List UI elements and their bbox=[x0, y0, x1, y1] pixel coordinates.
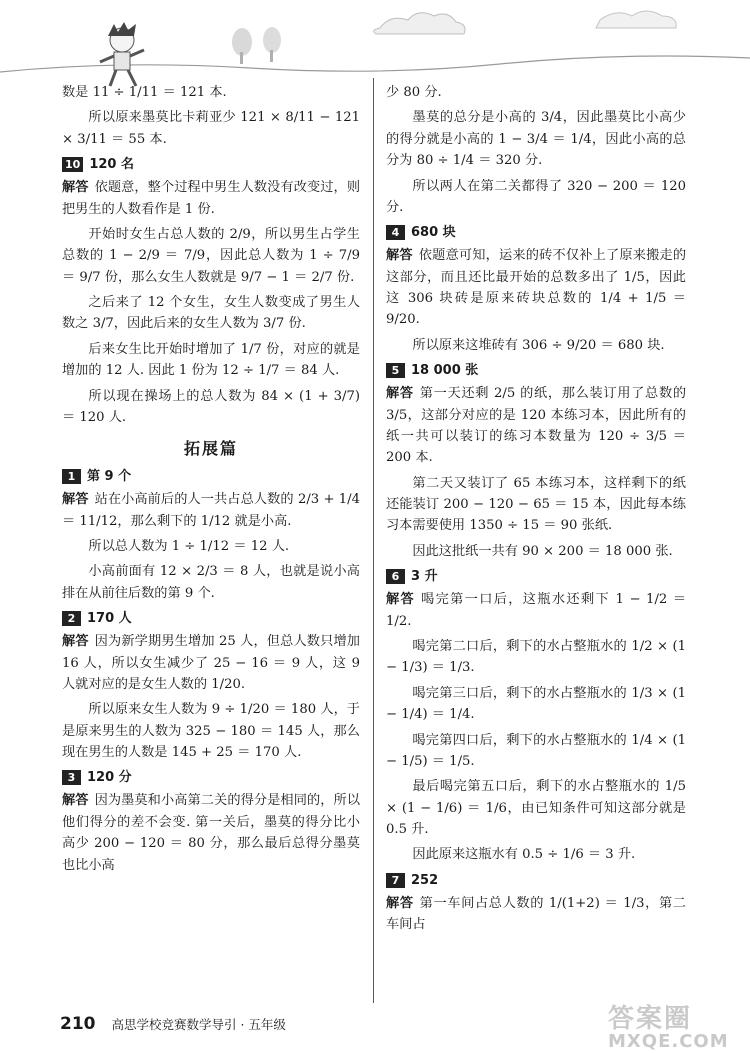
solution-paragraph: 所以总人数为 1 ÷ 1/12 ＝ 12 人. bbox=[88, 539, 290, 554]
solution-paragraph: 喝完第四口后，剩下的水占整瓶水的 1/4 × (1 − 1/5) ＝ 1/5. bbox=[386, 732, 686, 769]
problem-header bbox=[386, 566, 686, 587]
problem-header bbox=[62, 767, 360, 788]
solution-paragraph: 所以原来这堆砖有 306 ÷ 9/20 ＝ 680 块. bbox=[412, 337, 665, 353]
problem-answer: 120 名 bbox=[89, 157, 134, 173]
solution-paragraph: 解答 站在小高前后的人一共占总人数的 2/3 + 1/4 ＝ 11/12，那么剩下的 1/12 就是小高. bbox=[62, 492, 361, 529]
page-footer bbox=[60, 1014, 286, 1034]
solution-paragraph: 解答 因为新学期男生增加 25 人，但总人数只增加 16 人，所以女生减少了 25 − 16 ＝ 9 人，这 9 人就对应的是女生人数的 1/20. bbox=[62, 634, 360, 692]
problem-header bbox=[386, 222, 686, 243]
continued-text: 所以原来墨莫比卡莉亚少 121 × 8/11 − 121 × 3/11 ＝ 55 本. bbox=[62, 110, 360, 147]
solution-paragraph: 解答 依题意可知，运来的砖不仅补上了原来搬走的这部分，而且还比最开始的总数多出了 1/5，因此这 306 块砖是原来砖块总数的 1/4 + 1/5 ＝ 9/20. bbox=[386, 248, 687, 328]
column-divider bbox=[373, 78, 374, 1003]
problem-number: 7 bbox=[386, 873, 405, 888]
problem-answer: 252 bbox=[411, 872, 439, 888]
problem-header bbox=[386, 360, 686, 381]
header-illustration bbox=[0, 0, 750, 95]
problem-number: 1 bbox=[62, 469, 81, 484]
left-column bbox=[62, 82, 360, 880]
solution-paragraph: 解答 依题意，整个过程中男生人数没有改变过，则把男生的人数看作是 1 份. bbox=[62, 180, 361, 217]
solution-label: 解答 bbox=[62, 793, 89, 809]
solution-paragraph: 解答 喝完第一口后，这瓶水还剩下 1 − 1/2 ＝ 1/2. bbox=[386, 592, 687, 629]
solution-paragraph: 喝完第二口后，剩下的水占整瓶水的 1/2 × (1 − 1/3) ＝ 1/3. bbox=[386, 639, 686, 676]
solution-paragraph: 后来女生比开始时增加了 1/7 份，对应的就是增加的 12 人. 因此 1 份为 12 ÷ 1/7 ＝ 84 人. bbox=[62, 341, 360, 379]
problem-answer: 120 分 bbox=[87, 770, 132, 786]
problem-header bbox=[62, 466, 360, 487]
section-heading: 拓展篇 bbox=[183, 439, 238, 459]
problem-number: 10 bbox=[62, 157, 83, 172]
solution-paragraph: 开始时女生占总人数的 2/9，所以男生占学生总数的 1 − 2/9 ＝ 7/9，因此总人数为 1 ÷ 7/9 ＝ 9/7 份，那么女生人数就是 9/7 − 1 ＝ 2/7 份. bbox=[62, 226, 360, 285]
problem-answer: 3 升 bbox=[411, 569, 438, 585]
solution-paragraph: 解答 因为墨莫和小高第二关的得分是相同的，所以他们得分的差不会变. 第一关后，墨莫的得分比小高少 200 − 120 ＝ 80 分，那么最后总得分墨莫也比小高 bbox=[62, 793, 361, 873]
solution-label: 解答 bbox=[386, 592, 416, 608]
problem-header bbox=[386, 870, 686, 891]
solution-paragraph: 所以现在操场上的总人数为 84 × (1 + 3/7) ＝ 120 人. bbox=[62, 388, 360, 425]
page-number: 210 bbox=[60, 1014, 96, 1034]
continued-text: 数是 11 ÷ 1/11 ＝ 121 本. bbox=[62, 85, 227, 100]
solution-label: 解答 bbox=[386, 248, 413, 264]
problem-header bbox=[62, 154, 360, 175]
continued-text: 少 80 分. bbox=[386, 85, 442, 100]
solution-paragraph: 最后喝完第五口后，剩下的水占整瓶水的 1/5 × (1 − 1/6) ＝ 1/6，由已知条件可知这部分就是 0.5 升. bbox=[386, 779, 686, 838]
solution-label: 解答 bbox=[62, 180, 89, 196]
solution-paragraph: 喝完第三口后，剩下的水占整瓶水的 1/3 × (1 − 1/4) ＝ 1/4. bbox=[386, 685, 686, 723]
solution-label: 解答 bbox=[386, 386, 414, 402]
book-title: 高思学校竞赛数学导引 · 五年级 bbox=[111, 1017, 286, 1032]
right-column bbox=[386, 82, 686, 940]
problem-number: 2 bbox=[62, 611, 81, 626]
solution-paragraph: 因此这批纸一共有 90 × 200 ＝ 18 000 张. bbox=[412, 543, 673, 559]
solution-paragraph: 所以原来女生人数为 9 ÷ 1/20 ＝ 180 人，于是原来男生的人数为 325 − 180 ＝ 145 人，那么现在男生的人数是 145 + 25 ＝ 170 人. bbox=[62, 702, 360, 761]
problem-answer: 18 000 张 bbox=[411, 363, 479, 379]
solution-label: 解答 bbox=[386, 895, 414, 911]
problem-number: 4 bbox=[386, 225, 405, 240]
boy-character-icon bbox=[100, 22, 144, 86]
continued-text: 墨莫的总分是小高的 3/4，因此墨莫比小高少的得分就是小高的 1 − 3/4 ＝ 1/4，因此小高的总分为 80 ÷ 1/4 ＝ 320 分. bbox=[386, 110, 686, 169]
watermark-logo: 答案圈 MXQE.COM bbox=[608, 1004, 729, 1052]
solution-label: 解答 bbox=[62, 492, 89, 508]
problem-answer: 680 块 bbox=[411, 225, 456, 241]
problem-header bbox=[62, 608, 360, 629]
problem-number: 6 bbox=[386, 569, 405, 584]
problem-answer: 170 人 bbox=[87, 611, 132, 627]
problem-number: 3 bbox=[62, 770, 81, 785]
continued-text: 所以两人在第二关都得了 320 − 200 ＝ 120 分. bbox=[386, 178, 686, 215]
solution-paragraph: 小高前面有 12 × 2/3 ＝ 8 人，也就是说小高排在从前往后数的第 9 个. bbox=[62, 564, 360, 601]
problem-answer: 第 9 个 bbox=[87, 469, 132, 485]
solution-paragraph: 因此原来这瓶水有 0.5 ÷ 1/6 ＝ 3 升. bbox=[412, 847, 636, 863]
solution-paragraph: 解答 第一天还剩 2/5 的纸，那么装订用了总数的 3/5，这部分对应的是 120 本练习本，因此所有的纸一共可以装订的练习本数量为 120 ÷ 3/5 ＝ 200 本. bbox=[386, 386, 687, 466]
solution-paragraph: 解答 第一车间占总人数的 1/(1+2) ＝ 1/3，第二车间占 bbox=[386, 895, 686, 933]
solution-label: 解答 bbox=[62, 634, 89, 650]
solution-paragraph: 第二天又装订了 65 本练习本，这样剩下的纸还能装订 200 − 120 − 65 ＝ 15 本，因此每本练习本需要使用 1350 ÷ 15 ＝ 90 张纸. bbox=[386, 475, 686, 534]
problem-number: 5 bbox=[386, 363, 405, 378]
solution-paragraph: 之后来了 12 个女生，女生人数变成了男生人数之 3/7，因此后来的女生人数为 3/7 份. bbox=[62, 295, 360, 332]
